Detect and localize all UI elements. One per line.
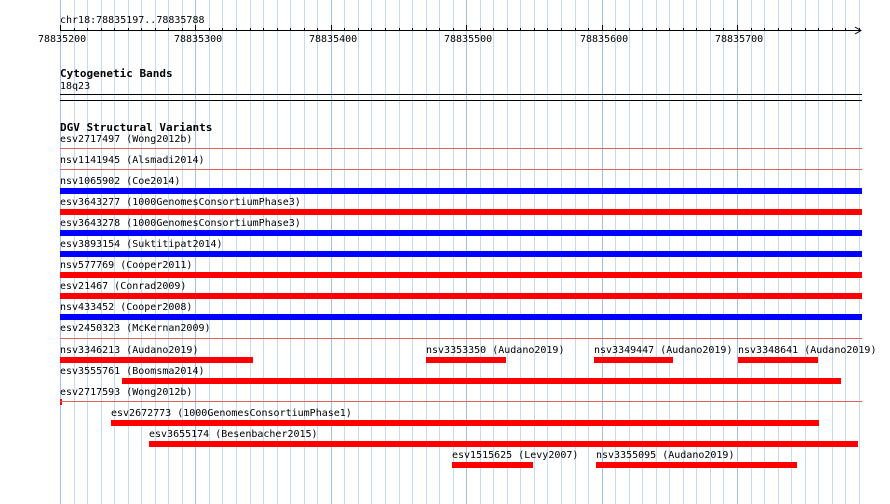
ruler-tick-label: 78835300 — [174, 34, 223, 45]
variant-label[interactable]: nsv577769 (Cooper2011) — [60, 260, 193, 271]
variant-bar[interactable] — [738, 357, 818, 363]
variant-bar[interactable] — [426, 357, 506, 363]
variant-bar[interactable] — [594, 357, 673, 363]
variant-bar[interactable] — [60, 293, 862, 299]
variant-label[interactable]: nsv1065902 (Coe2014) — [60, 176, 181, 187]
ruler[interactable] — [0, 0, 890, 60]
variant-label[interactable]: esv3893154 (Suktitipat2014) — [60, 239, 223, 250]
variant-bar[interactable] — [149, 441, 858, 447]
variant-bar[interactable] — [60, 338, 862, 339]
variant-bar[interactable] — [60, 188, 862, 194]
ruler-tick-label: 78835600 — [580, 34, 629, 45]
variant-label[interactable]: esv2717497 (Wong2012b) — [60, 134, 193, 145]
variant-label[interactable]: nsv433452 (Cooper2008) — [60, 302, 193, 313]
variant-bar[interactable] — [60, 169, 862, 170]
variant-label[interactable]: esv2672773 (1000GenomesConsortiumPhase1) — [111, 408, 352, 419]
variant-label[interactable]: esv2717593 (Wong2012b) — [60, 387, 193, 398]
variant-bar[interactable] — [111, 420, 819, 426]
cyto-band-line[interactable] — [60, 94, 862, 95]
variant-label[interactable]: nsv3346213 (Audano2019) — [60, 345, 199, 356]
variant-label[interactable]: esv3643278 (1000GenomesConsortiumPhase3) — [60, 218, 301, 229]
dgv-track-title: DGV Structural Variants — [60, 121, 213, 134]
variant-label[interactable]: esv21467 (Conrad2009) — [60, 281, 187, 292]
variant-label[interactable]: nsv3355095 (Audano2019) — [596, 450, 735, 461]
variant-label[interactable]: nsv3353350 (Audano2019) — [426, 345, 565, 356]
variant-label[interactable]: esv3643277 (1000GenomesConsortiumPhase3) — [60, 197, 301, 208]
variant-bar[interactable] — [60, 314, 862, 320]
track-divider — [60, 100, 862, 101]
variant-label[interactable]: nsv1141945 (Alsmadi2014) — [60, 155, 205, 166]
row-separator — [60, 401, 862, 402]
variant-bar[interactable] — [60, 399, 62, 405]
variant-bar[interactable] — [60, 272, 862, 278]
ruler-tick-label: 78835400 — [309, 34, 358, 45]
variant-label[interactable]: esv3555761 (Boomsma2014) — [60, 366, 205, 377]
variant-label[interactable]: esv3655174 (Besenbacher2015) — [149, 429, 318, 440]
variant-bar[interactable] — [60, 230, 862, 236]
variant-bar[interactable] — [60, 209, 862, 215]
ruler-tick-label: 78835500 — [444, 34, 493, 45]
variant-bar[interactable] — [122, 378, 841, 384]
variant-bar[interactable] — [596, 462, 797, 468]
ruler-tick-label: 78835200 — [38, 34, 87, 45]
variant-label[interactable]: esv2450323 (McKernan2009) — [60, 323, 211, 334]
variant-bar[interactable] — [60, 251, 862, 257]
variant-label[interactable]: esv1515625 (Levy2007) — [452, 450, 579, 461]
cyto-track-title: Cytogenetic Bands — [60, 67, 173, 80]
cyto-band-label: 18q23 — [60, 81, 91, 92]
variant-label[interactable]: nsv3348641 (Audano2019) — [738, 345, 877, 356]
locus-label: chr18:78835197..78835788 — [60, 15, 205, 26]
variant-bar[interactable] — [60, 148, 862, 149]
ruler-tick-label: 78835700 — [715, 34, 764, 45]
variant-bar[interactable] — [60, 357, 253, 363]
variant-bar[interactable] — [452, 462, 533, 468]
variant-label[interactable]: nsv3349447 (Audano2019) — [594, 345, 733, 356]
